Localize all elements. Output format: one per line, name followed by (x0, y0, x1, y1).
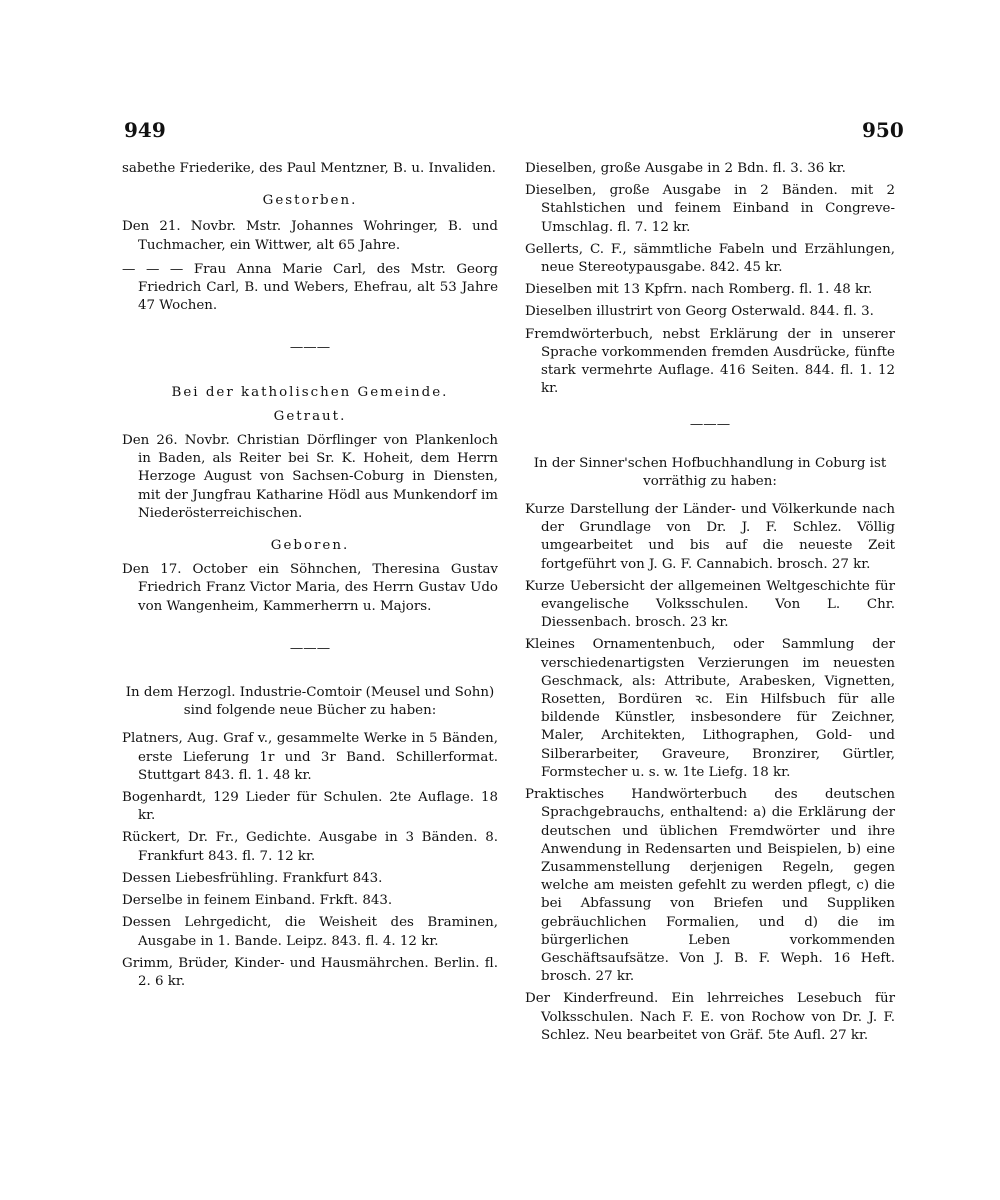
book-entry: Der Kinderfreund. Ein lehrreiches Lesebuch für Volksschulen. Nach F. E. von Rochow von Dr. J. F. Schlez. Neu bearbeitet von Gräf. 5te Aufl. 27 kr. (525, 991, 895, 1043)
book-entry: Dieselben illustrirt von Georg Osterwald. 844. fl. 3. (525, 304, 874, 320)
sinner-heading: In der Sinner'schen Hofbuchhandlung in Coburg ist vorräthig zu haben: (533, 455, 887, 489)
book-entry: Gellerts, C. F., sämmtliche Fabeln und Erzählungen, neue Stereotypausgabe. 842. 45 kr. (525, 241, 895, 276)
book-entry: Rückert, Dr. Fr., Gedichte. Ausgabe in 3 Bänden. 8. Frankfurt 843. fl. 7. 12 kr. (122, 830, 498, 864)
book-entry: Dessen Lehrgedicht, die Weisheit des Braminen, Ausgabe in 1. Bande. Leipz. 843. fl. 4. 12 kr. (122, 915, 498, 949)
book-entry: Grimm, Brüder, Kinder- und Hausmährchen. Berlin. fl. 2. 6 kr. (122, 955, 498, 989)
book-entry: Kurze Uebersicht der allgemeinen Weltgeschichte für evangelische Volksschulen. Von L. Chr. Diessenbach. brosch. 23 kr. (525, 578, 895, 631)
book-entry: Dieselben mit 13 Kpfrn. nach Romberg. fl. 1. 48 kr. (525, 282, 873, 298)
gestorben-heading: Gestorben. (262, 193, 358, 209)
book-entry: Bogenhardt, 129 Lieder für Schulen. 2te Auflage. 18 kr. (122, 790, 498, 824)
marriage-entry: Den 26. Novbr. Christian Dörflinger von Plankenloch in Baden, als Reiter bei Sr. K. Hoheit, dem Herrn Herzoge August von Sachsen-Coburg in Diensten, mit der Jungfrau Katharine Hödl aus Munkendorf im Niederösterreichischen. (122, 433, 498, 521)
geboren-heading: Geboren. (270, 538, 350, 554)
catholic-heading: Bei der katholischen Gemeinde. (171, 384, 449, 400)
intro-text: sabethe Friederike, des Paul Mentzner, B. u. Invaliden. (122, 161, 496, 176)
birth-entry: Den 17. October ein Söhnchen, Theresina Gustav Friedrich Franz Victor Maria, des Herrn Gustav Udo von Wangenheim, Kammerherrn u. Majors. (122, 562, 498, 614)
death-entry-1: Den 21. Novbr. Mstr. Johannes Wohringer, B. und Tuchmacher, ein Wittwer, alt 65 Jahre. (122, 219, 498, 253)
separator-left-2: ——— (289, 640, 331, 656)
book-entry: Platners, Aug. Graf v., gesammelte Werke in 5 Bänden, erste Lieferung 1r und 3r Band. Schillerformat. Stuttgart 843. fl. 1. 48 kr. (122, 731, 498, 783)
comptoir-heading: In dem Herzogl. Industrie-Comtoir (Meusel und Sohn) sind folgende neue Bücher zu haben: (125, 685, 495, 719)
separator-left-1: ——— (289, 340, 331, 356)
getraut-heading: Getraut. (273, 408, 347, 424)
book-entry: Kurze Darstellung der Länder- und Völkerkunde nach der Grundlage von Dr. J. F. Schlez. Völlig umgearbeitet und bis auf die neueste Zeit fortgeführt von J. G. F. Cannabich. brosch. 27 kr. (525, 502, 895, 572)
book-entry: Dessen Liebesfrühling. Frankfurt 843. (122, 870, 383, 886)
book-entry: Fremdwörterbuch, nebst Erklärung der in unserer Sprache vorkommenden fremden Ausdrücke, fünfte stark vermehrte Auflage. 416 Seiten. 844. fl. 1. 12 kr. (525, 326, 895, 397)
left-column (122, 160, 498, 991)
right-column (525, 160, 895, 1045)
book-entry: Dieselben, große Ausgabe in 2 Bdn. fl. 3. 36 kr. (525, 161, 846, 176)
page-number-left: 949 (124, 118, 166, 142)
book-entry: Praktisches Handwörterbuch des deutschen Sprachgebrauchs, enthaltend: a) die Erklärung der deutschen und üblichen Fremdwörter und ihre Anwendung in Redensarten und Beispielen, b) eine Zusammenstellung derjenigen Regeln, gegen welche am meisten gefehlt zu werden pflegt, c) die bei Abfassung von Briefen und Suppliken gebräuchlichen Formalien, und d) die im bürgerlichen Leben vorkommenden Geschäftsaufsätze. Von J. B. F. Weph. 16 Heft. brosch. 27 kr. (525, 787, 895, 985)
book-entry: Derselbe in feinem Einband. Frkft. 843. (122, 893, 393, 909)
book-entry: Kleines Ornamentenbuch, oder Sammlung der verschiedenartigsten Verzierungen im neuesten Geschmack, als: Attribute, Arabesken, Vignetten, Rosetten, Bordüren ꝛc. Ein Hilfsbuch für alle bildende Künstler, insbesondere für Zeichner, Maler, Architekten, Lithographen, Gold- und Silberarbeiter, Graveure, Bronzirer, Gürtler, Formstecher u. s. w. 1te Liefg. 18 kr. (525, 637, 895, 780)
separator-right: ——— (689, 417, 731, 433)
page-number-right: 950 (862, 118, 904, 142)
book-entry: Dieselben, große Ausgabe in 2 Bänden. mit 2 Stahlstichen und feinem Einband in Congreve-Umschlag. fl. 7. 12 kr. (525, 183, 895, 235)
death-entry-2: — — — Frau Anna Marie Carl, des Mstr. Georg Friedrich Carl, B. und Webers, Ehefrau, alt 53 Jahre 47 Wochen. (122, 261, 498, 314)
